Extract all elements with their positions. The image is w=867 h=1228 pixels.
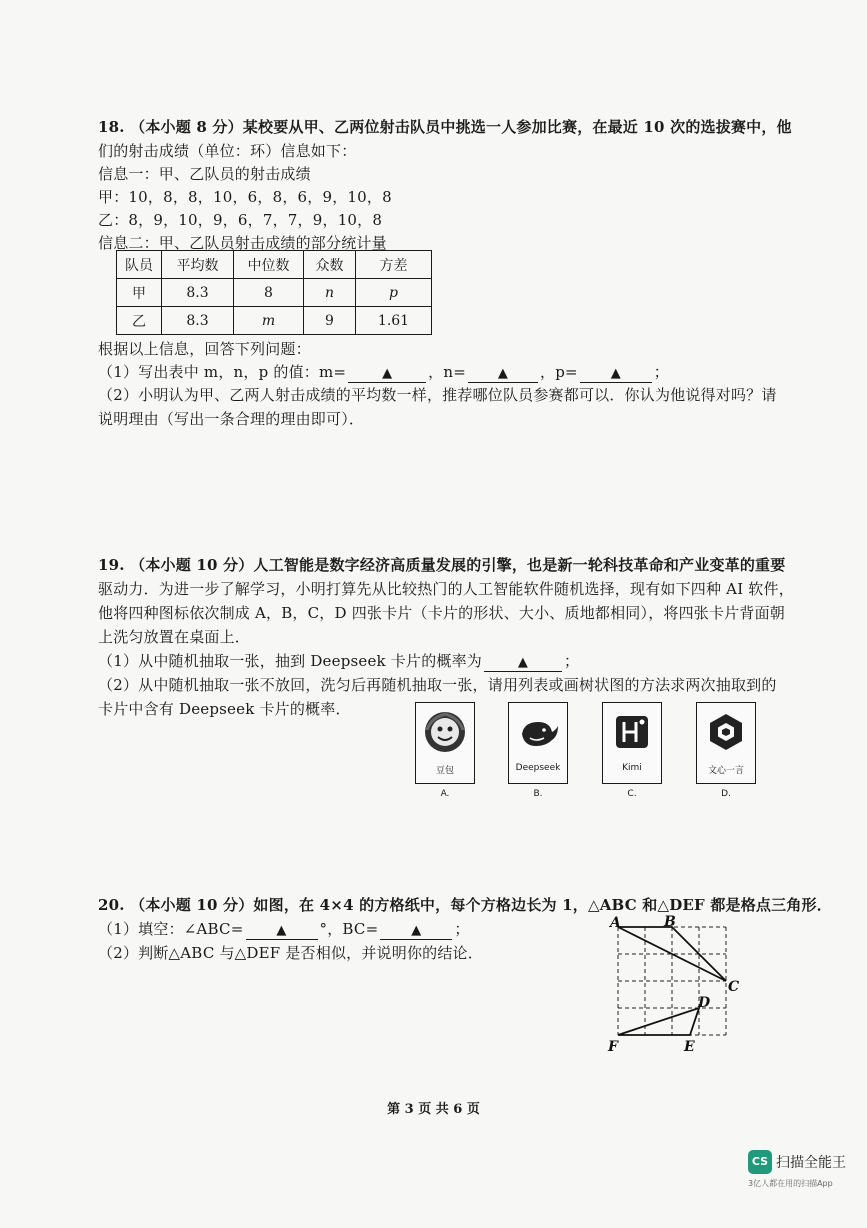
q18-info-2: 信息二：甲、乙队员射击成绩的部分统计量 [98, 234, 387, 252]
answer-blank-n[interactable]: ▲ [468, 364, 538, 383]
card-c [602, 702, 662, 784]
table-cell: 乙 [117, 307, 162, 335]
point-label-e: E [684, 1039, 695, 1055]
stats-table [116, 250, 432, 335]
table-cell: m [234, 307, 304, 335]
card-label: Deepseek [515, 763, 561, 773]
q18-line-1: 18. （本小题 8 分）某校要从甲、乙两位射击队员中挑选一人参加比赛，在最近 10 次的选拔赛中，他 [98, 118, 792, 136]
table-cell: p [356, 279, 432, 307]
q19-line-1: 19. （本小题 10 分）人工智能是数字经济高质量发展的引擎，也是新一轮科技革命和产业变革的重要 [98, 556, 786, 574]
table-cell: 8.3 [162, 307, 234, 335]
table-header: 队员 [117, 251, 162, 279]
table-row [117, 279, 432, 307]
card-label: 豆包 [435, 766, 454, 776]
q18-part-2-line-2: 说明理由（写出一条合理的理由即可）． [98, 410, 365, 428]
q20-part-1: （1）填空：∠ABC= ▲ °，BC= ▲ ； [98, 920, 470, 938]
point-label-d: D [698, 995, 711, 1011]
table-cell: n [304, 279, 356, 307]
card-a [415, 702, 475, 784]
table-cell: 8.3 [162, 279, 234, 307]
q18-part-2-line-1: （2）小明认为甲、乙两人射击成绩的平均数一样，推荐哪位队员参赛都可以．你认为他说得对吗？请 [98, 386, 777, 404]
card-label: 文心一言 [707, 766, 744, 776]
cs-logo-icon: CS [748, 1150, 772, 1174]
card-label: Kimi [622, 763, 642, 773]
app-tagline: 3亿人都在用的扫描App [748, 1179, 833, 1188]
table-header: 众数 [304, 251, 356, 279]
q19-part-2-line-1: （2）从中随机抽取一张不放回，洗匀后再随机抽取一张，请用列表或画树状图的方法求两次抽取到的 [98, 676, 777, 694]
q19-part-1: （1）从中随机抽取一张，抽到 Deepseek 卡片的概率为 ▲ ； [98, 652, 580, 670]
table-cell: 甲 [117, 279, 162, 307]
point-label-a: A [610, 915, 621, 931]
table-header: 中位数 [234, 251, 304, 279]
table-cell: 9 [304, 307, 356, 335]
card-d [696, 702, 756, 784]
table-cell: 8 [234, 279, 304, 307]
card-caption: B. [533, 789, 543, 799]
card-caption: D. [721, 789, 731, 799]
q20-part-2: （2）判断△ABC 与△DEF 是否相似，并说明你的结论． [98, 944, 483, 962]
whale-icon [516, 710, 560, 754]
table-row [117, 307, 432, 335]
q19-line-3: 他将四种图标依次制成 A，B，C，D 四张卡片（卡片的形状、大小、质地都相同），将四张卡片背面朝 [98, 604, 785, 622]
q18-jia-scores: 甲：10，8，8，10，6，8，6，9，10，8 [98, 188, 392, 206]
table-cell: 1.61 [356, 307, 432, 335]
grid-figure [600, 915, 750, 1060]
table-header: 平均数 [162, 251, 234, 279]
q19-part-2-line-2: 卡片中含有 Deepseek 卡片的概率． [98, 700, 351, 718]
q19-line-2: 驱动力．为进一步了解学习，小明打算先从比较热门的人工智能软件随机选择，现有如下四种 AI 软件， [98, 580, 794, 598]
card-caption: C. [627, 789, 637, 799]
q18-yi-scores: 乙：8，9，10，9，6，7，7，9，10，8 [98, 211, 383, 229]
q18-line-2: 们的射击成绩（单位：环）信息如下： [98, 142, 357, 160]
card-b [508, 702, 568, 784]
point-label-c: C [728, 979, 740, 995]
answer-blank-probability[interactable]: ▲ [484, 653, 562, 672]
q20-line-1: 20. （本小题 10 分）如图，在 4×4 的方格纸中，每个方格边长为 1，△ABC 和△DEF 都是格点三角形． [98, 896, 832, 914]
point-label-b: B [664, 915, 676, 930]
kimi-icon [610, 710, 654, 754]
doubao-icon [423, 710, 467, 754]
app-name: 扫描全能王 [776, 1155, 846, 1171]
card-caption: A. [440, 789, 450, 799]
q18-part-1: （1）写出表中 m，n，p 的值：m= ▲ ，n= ▲ ，p= ▲ ； [98, 363, 669, 381]
answer-blank-angle[interactable]: ▲ [246, 921, 318, 940]
page-footer: 第 3 页 共 6 页 [387, 1102, 480, 1117]
answer-blank-bc[interactable]: ▲ [380, 921, 452, 940]
wenxin-icon [704, 710, 748, 754]
q19-line-4: 上洗匀放置在桌面上． [98, 628, 251, 646]
triangle-def [618, 1008, 699, 1035]
point-label-f: F [608, 1039, 618, 1055]
answer-blank-m[interactable]: ▲ [348, 364, 426, 383]
q18-info-1: 信息一：甲、乙队员的射击成绩 [98, 165, 311, 183]
table-header: 方差 [356, 251, 432, 279]
q18-prompt: 根据以上信息，回答下列问题： [98, 340, 311, 358]
table-header-row [117, 251, 432, 279]
answer-blank-p[interactable]: ▲ [580, 364, 652, 383]
